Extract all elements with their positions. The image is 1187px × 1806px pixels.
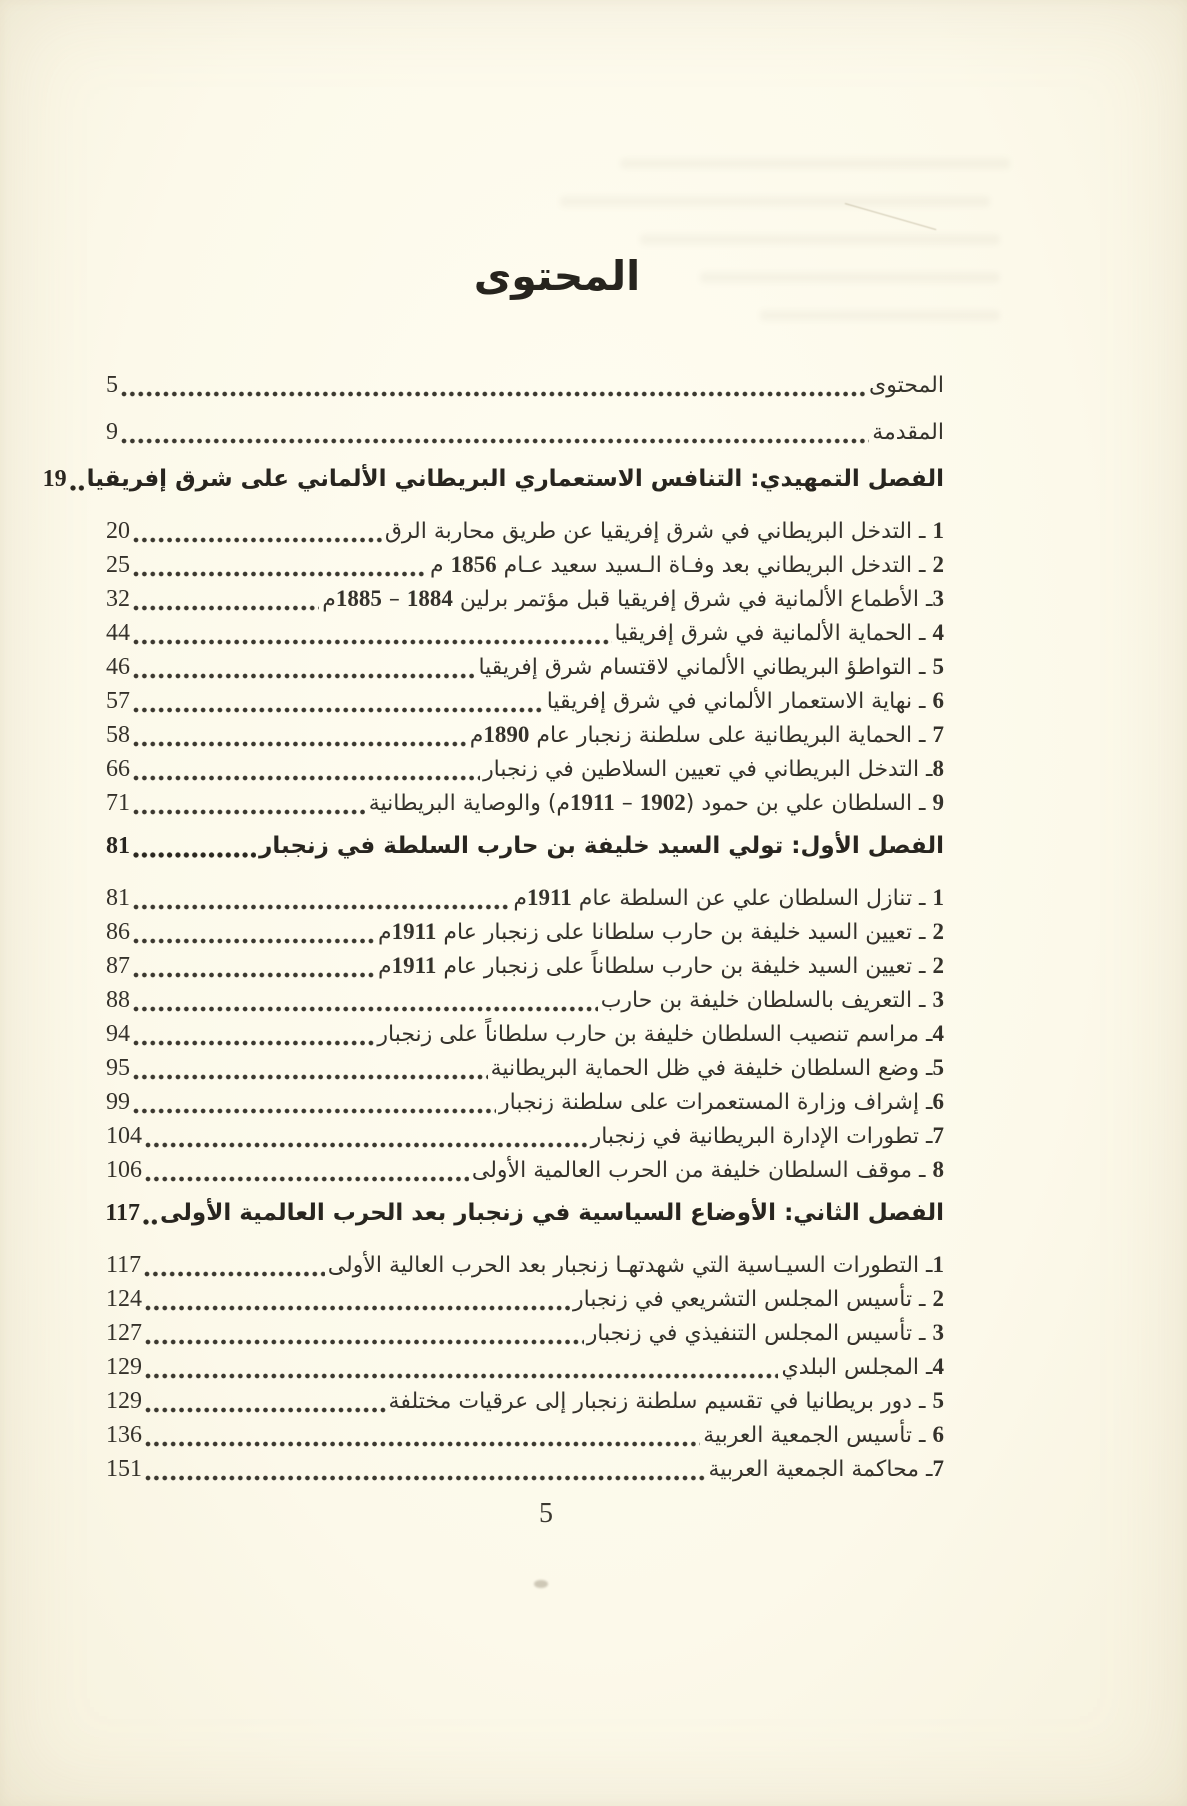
dotted-leader (145, 1441, 700, 1447)
folio-page-number: 5 (539, 1498, 553, 1529)
label-digits: 7 (932, 1123, 944, 1148)
toc-entry (106, 752, 944, 786)
toc-entry-label: 9 ـ السلطان علي بن حمود (1902 – 1911م) والوصاية البريطانية (368, 790, 944, 816)
toc-entry-page: 117 (105, 1200, 141, 1226)
toc-entry-label: 6 ـ نهاية الاستعمار الألماني في شرق إفريقيا (546, 688, 944, 714)
label-digits: 5 (932, 654, 944, 679)
toc-entry-label: 3 ـ التعريف بالسلطان خليفة بن حارب (600, 987, 944, 1013)
label-digits: 6 (932, 1422, 944, 1447)
label-digits: 1 (932, 1252, 944, 1277)
toc-entry (106, 1197, 944, 1230)
dotted-leader (133, 1040, 374, 1046)
toc-entry (106, 1051, 944, 1085)
dotted-leader (133, 639, 612, 645)
label-digits: 1 (932, 518, 944, 543)
label-digits: 8 (932, 1157, 944, 1182)
toc-entry-page: 44 (106, 620, 130, 646)
page-title: المحتوى (473, 252, 641, 300)
toc-entry (42, 463, 944, 496)
label-digits: 5 (932, 1388, 944, 1413)
label-digits: 1884 (406, 586, 453, 611)
label-digits: 2 (932, 953, 944, 978)
dotted-leader (121, 391, 866, 397)
toc-entry-page: 58 (106, 722, 130, 748)
toc-entry (106, 650, 944, 684)
toc-entry-label: 6 ـ تأسيس الجمعية العربية (703, 1422, 944, 1448)
dotted-leader (133, 673, 475, 679)
toc-entry (106, 1248, 944, 1282)
label-digits: 1 (932, 885, 944, 910)
toc-entry-label: 4ـ مراسم تنصيب السلطان خليفة بن حارب سلطاناً على زنجبار (377, 1021, 944, 1047)
toc-entry (106, 369, 944, 402)
toc-entry (106, 1017, 944, 1051)
toc-entry (106, 830, 944, 863)
dotted-leader (145, 1176, 469, 1182)
label-digits: 2 (932, 552, 944, 577)
toc-entry-label: 8 ـ موقف السلطان خليفة من الحرب العالمية الأولى (471, 1157, 944, 1183)
paper-crease (845, 203, 937, 230)
toc-entry-label: الفصل الأول: تولي السيد خليفة بن حارب السلطة في زنجبار (259, 833, 944, 859)
dotted-leader (133, 1108, 496, 1114)
dotted-leader (133, 904, 510, 910)
toc-entry (106, 616, 944, 650)
toc-entry-label: 6ـ إشراف وزارة المستعمرات على سلطنة زنجبار (499, 1089, 944, 1115)
toc-entry (106, 1384, 944, 1418)
dotted-leader (121, 438, 869, 444)
toc-entry-page: 66 (106, 756, 130, 782)
bleed-through-artifact (560, 196, 990, 207)
toc-entry (106, 1418, 944, 1452)
toc-entry-label: 3 ـ تأسيس المجلس التنفيذي في زنجبار (586, 1320, 944, 1346)
toc-entry-label: 8ـ التدخل البريطاني في تعيين السلاطين في زنجبار (483, 756, 944, 782)
toc-entry-page: 9 (106, 419, 118, 445)
toc-entry (106, 684, 944, 718)
toc-entry-page: 136 (106, 1422, 142, 1448)
toc-entry-label: 4 ـ الحماية الألمانية في شرق إفريقيا (614, 620, 944, 646)
dotted-leader (133, 809, 366, 815)
label-digits: 4 (932, 1354, 944, 1379)
bleed-through-artifact (640, 234, 1000, 245)
label-digits: 1911 (391, 953, 437, 978)
toc-entry (106, 514, 944, 548)
toc-entry-page: 81 (106, 833, 130, 859)
toc-entry (106, 1350, 944, 1384)
toc-entry-page: 129 (106, 1388, 142, 1414)
toc-entry-label: الفصل الثاني: الأوضاع السياسية في زنجبار بعد الحرب العالمية الأولى (160, 1200, 944, 1226)
dotted-leader (133, 852, 256, 858)
toc-entry (106, 983, 944, 1017)
toc-entry-label: 1 ـ تنازل السلطان علي عن السلطة عام 1911م (513, 885, 944, 911)
toc-entry-page: 94 (106, 1021, 130, 1047)
label-digits: 6 (932, 1089, 944, 1114)
toc-entry-page: 57 (106, 688, 130, 714)
toc-entry-page: 106 (106, 1157, 142, 1183)
toc-entry-page: 124 (106, 1286, 142, 1312)
toc-entry-page: 129 (106, 1354, 142, 1380)
toc-entry (106, 1119, 944, 1153)
dotted-leader (145, 1339, 584, 1345)
toc-entry (106, 1153, 944, 1187)
toc-entry-page: 99 (106, 1089, 130, 1115)
dotted-leader (133, 571, 427, 577)
toc-entry (106, 915, 944, 949)
toc-entry (106, 881, 944, 915)
toc-entry-page: 19 (42, 466, 67, 492)
dotted-leader (133, 707, 544, 713)
toc-entry-page: 46 (106, 654, 130, 680)
dotted-leader (145, 1407, 386, 1413)
toc-entry-label: 1 ـ التدخل البريطاني في شرق إفريقيا عن طريق محاربة الرق (384, 518, 944, 544)
label-digits: 2 (932, 919, 944, 944)
dotted-leader (145, 1142, 588, 1148)
dotted-leader (133, 1074, 488, 1080)
toc-entry (106, 582, 944, 616)
label-digits: 7 (932, 722, 944, 747)
dotted-leader (70, 485, 84, 491)
toc-entry-page: 127 (106, 1320, 142, 1346)
label-digits: 1911 (527, 885, 572, 910)
dotted-leader (133, 537, 382, 543)
toc-entry-label: المحتوى (869, 373, 944, 398)
toc-list (42, 369, 944, 1486)
toc-entry (106, 416, 944, 449)
label-digits: 4 (932, 620, 944, 645)
toc-entry-label: المقدمة (872, 420, 944, 445)
dotted-leader (133, 605, 319, 611)
toc-entry-label: 5ـ وضع السلطان خليفة في ظل الحماية البريطانية (490, 1055, 944, 1081)
dotted-leader (145, 1373, 778, 1379)
label-digits: 1911 (570, 790, 615, 815)
label-digits: 2 (932, 1286, 944, 1311)
toc-entry-label: 7 ـ الحماية البريطانية على سلطنة زنجبار عام 1890م (469, 722, 944, 748)
dotted-leader (133, 938, 375, 944)
label-digits: 4 (932, 1021, 944, 1046)
dotted-leader (145, 1475, 705, 1481)
toc-entry (106, 548, 944, 582)
toc-entry-label: الفصل التمهيدي: التنافس الاستعماري البريطاني الألماني على شرق إفريقيا (86, 466, 944, 492)
label-digits: 8 (932, 756, 944, 781)
label-digits: 3 (932, 1320, 944, 1345)
toc-entry-label: 2 ـ التدخل البريطاني بعد وفـاة الـسيد سعيد عـام 1856 م (430, 552, 944, 578)
toc-entry-label: 4ـ المجلس البلدي (781, 1354, 944, 1380)
label-digits: 1911 (391, 919, 437, 944)
label-digits: 9 (932, 790, 944, 815)
dotted-leader (144, 1271, 325, 1277)
dotted-leader (133, 775, 480, 781)
dotted-leader (133, 972, 375, 978)
toc-entry-page: 5 (106, 372, 118, 398)
label-digits: 3 (932, 586, 944, 611)
toc-entry-page: 88 (106, 987, 130, 1013)
toc-entry-page: 20 (106, 518, 130, 544)
toc-entry-page: 86 (106, 919, 130, 945)
dotted-leader (133, 741, 467, 747)
toc-entry (106, 1452, 944, 1486)
label-digits: 6 (932, 688, 944, 713)
toc-entry-label: 7ـ محاكمة الجمعية العربية (708, 1456, 944, 1482)
toc-entry (106, 949, 944, 983)
dotted-leader (143, 1219, 157, 1225)
toc-entry-label: 5 ـ دور بريطانيا في تقسيم سلطنة زنجبار إلى عرقيات مختلفة (388, 1388, 944, 1414)
toc-entry (106, 1316, 944, 1350)
label-digits: 3 (932, 987, 944, 1012)
toc-entry-page: 87 (106, 953, 130, 979)
toc-entry-page: 71 (106, 790, 130, 816)
label-digits: 5 (932, 1055, 944, 1080)
toc-entry-label: 2 ـ تأسيس المجلس التشريعي في زنجبار (573, 1286, 944, 1312)
bleed-through-artifact (760, 310, 1000, 321)
toc-entry-page: 151 (106, 1456, 142, 1482)
scan-speck (534, 1580, 548, 1588)
label-digits: 1885 (335, 586, 382, 611)
toc-entry-label: 5 ـ التواطؤ البريطاني الألماني لاقتسام شرق إفريقيا (478, 654, 944, 680)
toc-entry-label: 7ـ تطورات الإدارة البريطانية في زنجبار (590, 1123, 944, 1149)
toc-entry-label: 2 ـ تعيين السيد خليفة بن حارب سلطاناً على زنجبار عام 1911م (378, 953, 944, 979)
label-digits: 7 (932, 1456, 944, 1481)
toc-entry-label: 2 ـ تعيين السيد خليفة بن حارب سلطانا على زنجبار عام 1911م (378, 919, 944, 945)
toc-entry-page: 104 (106, 1123, 142, 1149)
toc-entry (106, 1085, 944, 1119)
toc-entry-label: 3ـ الأطماع الألمانية في شرق إفريقيا قبل مؤتمر برلين 1884 – 1885م (322, 586, 944, 612)
label-digits: 1902 (639, 790, 686, 815)
toc-entry (106, 786, 944, 820)
label-digits: 1890 (483, 722, 530, 747)
label-digits: 1856 (450, 552, 497, 577)
toc-entry (106, 718, 944, 752)
toc-entry-page: 117 (106, 1252, 142, 1278)
bleed-through-artifact (620, 158, 1010, 169)
toc-entry-page: 81 (106, 885, 130, 911)
toc-entry-page: 32 (106, 586, 130, 612)
toc-entry-label: 1ـ التطورات السيـاسية التي شهدتهـا زنجبار بعد الحرب العالية الأولى (327, 1252, 944, 1278)
toc-entry-page: 25 (106, 552, 130, 578)
toc-entry-page: 95 (106, 1055, 130, 1081)
dotted-leader (145, 1305, 570, 1311)
dotted-leader (133, 1006, 598, 1012)
toc-entry (106, 1282, 944, 1316)
